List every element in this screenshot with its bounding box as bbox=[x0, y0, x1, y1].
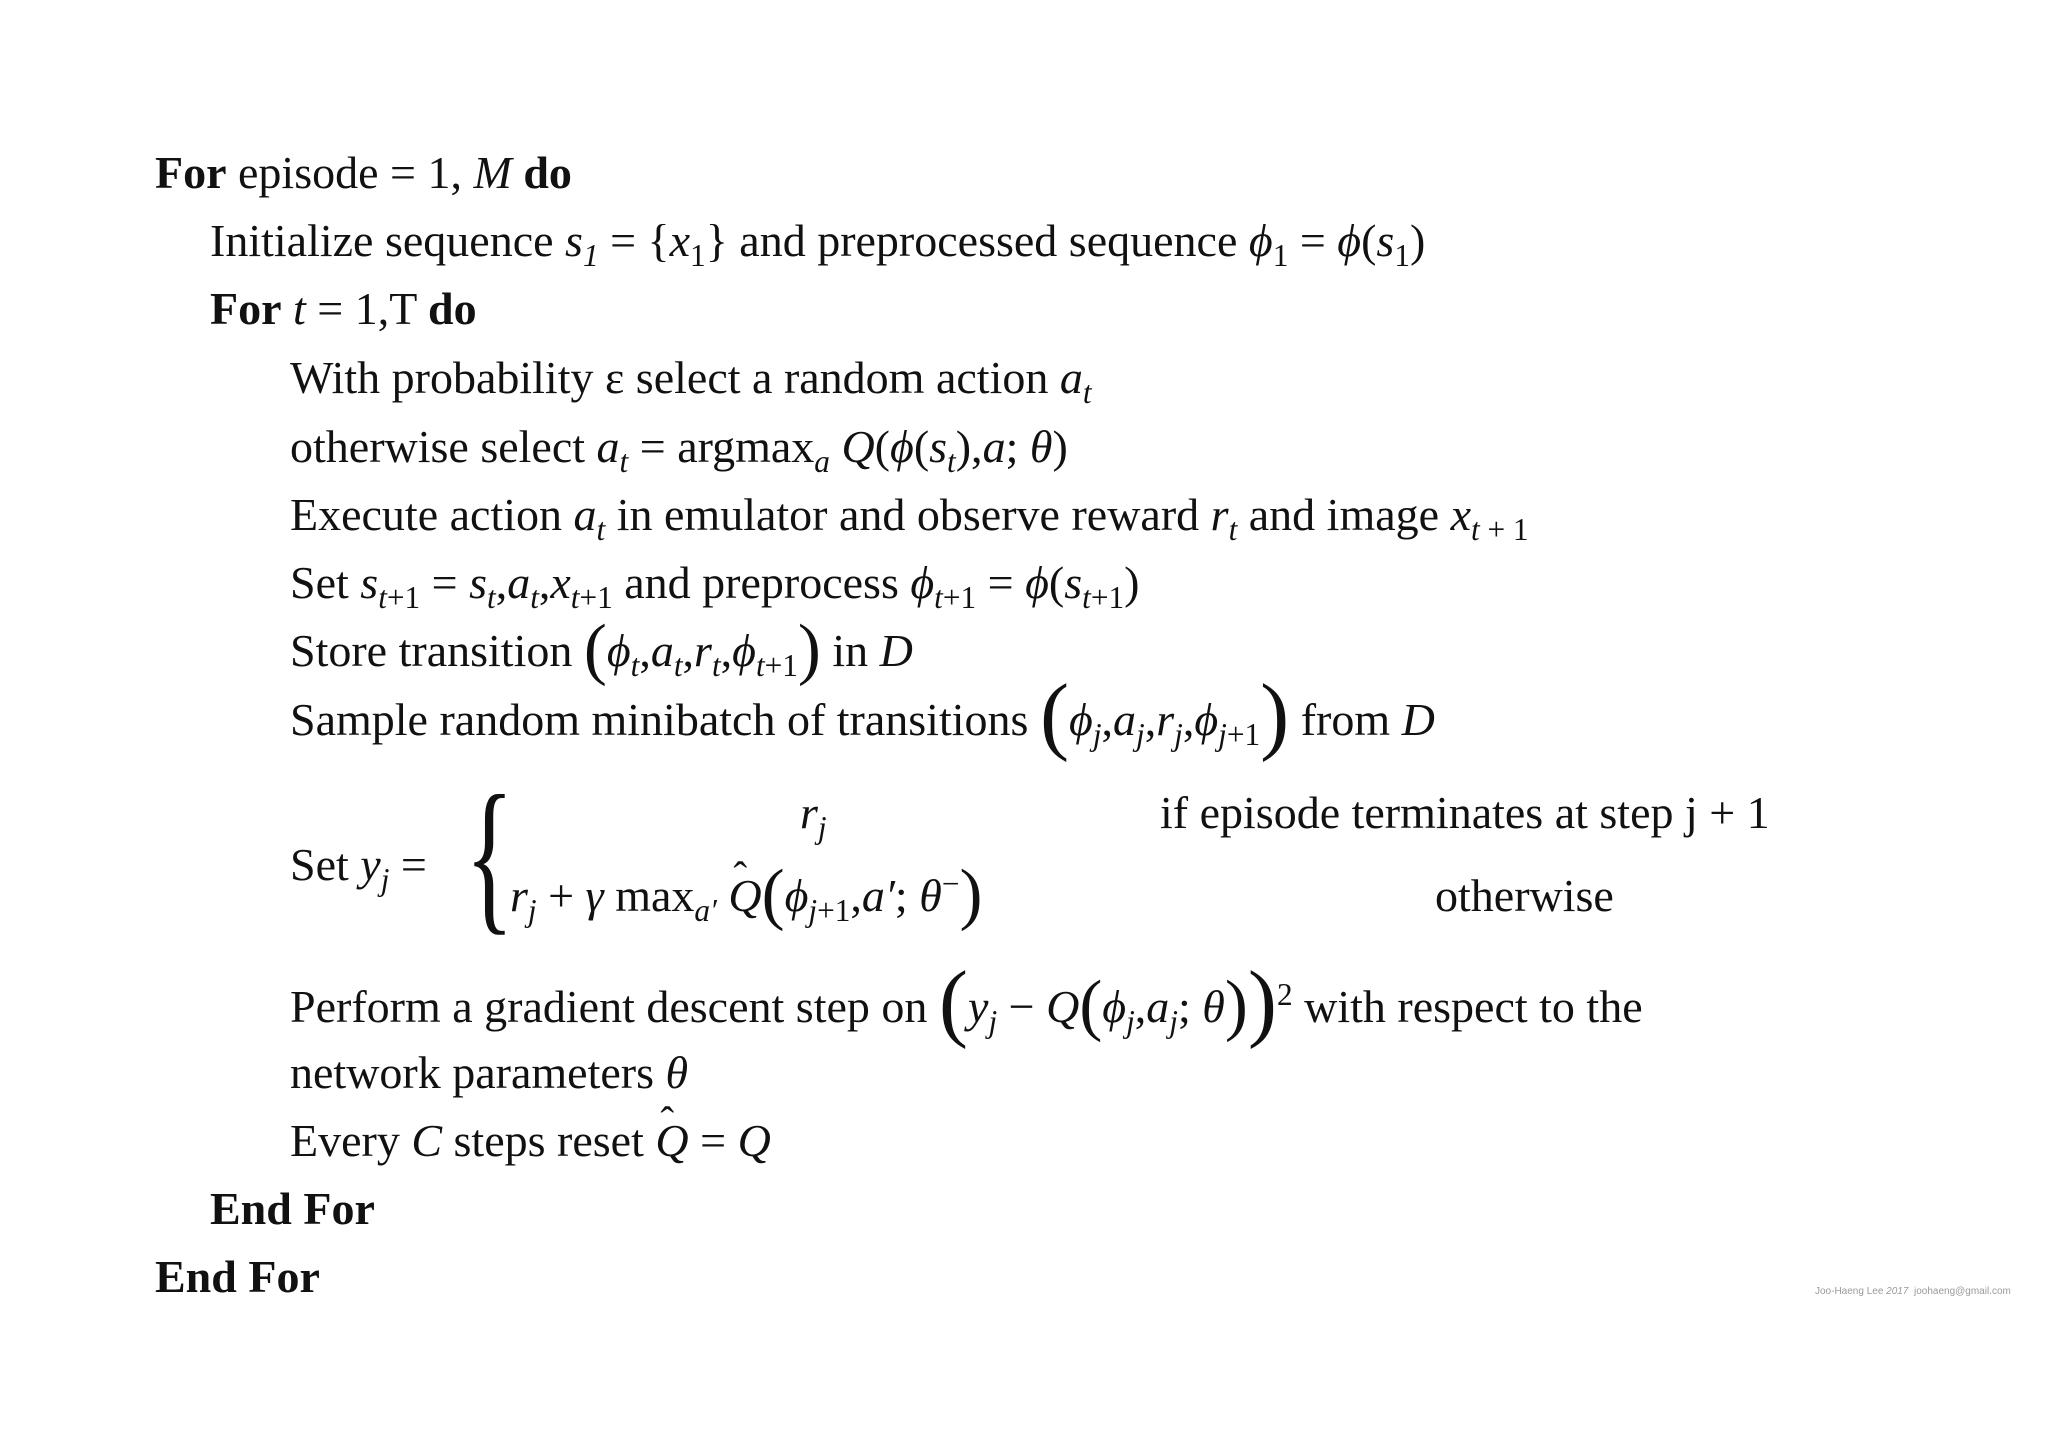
gradient-text-a: Perform a gradient descent step on bbox=[290, 981, 928, 1032]
reset-text: steps reset bbox=[453, 1115, 644, 1166]
author-name: Joo-Haeng Lee bbox=[1815, 1286, 1884, 1297]
var-t: t bbox=[293, 283, 306, 334]
line-for-episode bbox=[155, 147, 572, 198]
line-execute bbox=[290, 489, 1529, 547]
line-epsilon bbox=[290, 352, 1092, 410]
in-text: in bbox=[832, 625, 869, 676]
line-every-c bbox=[290, 1115, 771, 1166]
case1-value: $r_j$ bbox=[800, 787, 827, 845]
math-xt1: $x_{t + 1}$ bbox=[1450, 489, 1529, 547]
math-at: $a_t$ bbox=[573, 489, 606, 547]
math-st1: $s_{t+1} = s_t,a_t,x_{t+1}$ bbox=[360, 557, 613, 615]
line-initialize: Initialize sequence $s_1 = \{x_1\}$ and preprocessed sequence $\phi_1 = \phi(s_1)$ bbox=[210, 215, 1426, 273]
var-D: D bbox=[879, 625, 913, 676]
case2-value: $r_j + \gamma$ $\max_{a'}$ ˆ $Q(\phi_{j+1},a'$; θ−) bbox=[510, 873, 982, 919]
t-range: = 1,T bbox=[317, 283, 417, 334]
sample-text: Sample random minibatch of transitions bbox=[290, 694, 1029, 745]
episode-text: episode = 1, bbox=[238, 147, 462, 198]
execute-text-a: Execute action bbox=[290, 489, 563, 540]
case1-condition: if episode terminates at step j + 1 bbox=[1160, 787, 1770, 838]
author-year: 2017 bbox=[1886, 1286, 1909, 1297]
case2-condition: otherwise bbox=[1435, 870, 1614, 921]
line-gradient bbox=[290, 952, 1643, 1050]
math-phi1: $\phi_1 = \phi(s_1)$ bbox=[1248, 215, 1426, 273]
math-minibatch: $(\phi_j,a_j,r_j,\phi_{j+1})$ bbox=[1039, 665, 1290, 763]
math-rt: $r_t$ bbox=[1210, 489, 1238, 547]
end-for-inner: End For bbox=[210, 1183, 375, 1234]
var-M: M bbox=[473, 147, 512, 198]
every-text: Every bbox=[290, 1115, 400, 1166]
math-argmax: $a_t = argmax_a$ $Q(\phi(s_t),a$; θ) bbox=[596, 421, 1068, 479]
epsilon-text: With probability ε select a random action bbox=[290, 352, 1049, 403]
execute-text-b: in emulator and observe reward bbox=[616, 489, 1200, 540]
end-for-outer: End For bbox=[155, 1251, 320, 1302]
line-sample bbox=[290, 665, 1435, 763]
line-set-y bbox=[290, 839, 427, 897]
line-store bbox=[290, 610, 913, 687]
store-text: Store transition bbox=[290, 625, 573, 676]
from-text: from bbox=[1300, 694, 1391, 745]
otherwise-text: otherwise select bbox=[290, 421, 586, 472]
keyword-do: do bbox=[523, 147, 572, 198]
network-text: network parameters bbox=[290, 1047, 655, 1098]
init-text-b: and preprocessed sequence bbox=[739, 215, 1238, 266]
preprocess-text: and preprocess bbox=[624, 557, 899, 608]
author-footer bbox=[1815, 1286, 2011, 1297]
keyword-for: For bbox=[210, 283, 282, 334]
line-otherwise-select bbox=[290, 421, 1068, 479]
line-set-s bbox=[290, 557, 1140, 615]
math-qhat-eq-q: ˆ Q = Q bbox=[655, 1115, 770, 1166]
var-C: C bbox=[411, 1115, 443, 1166]
math-phit1: $\phi_{t+1} = \phi(s_{t+1})$ bbox=[910, 557, 1140, 615]
gradient-text-b: with respect to the bbox=[1304, 981, 1643, 1032]
init-text-a: Initialize sequence bbox=[210, 215, 554, 266]
set-text: Set bbox=[290, 557, 349, 608]
var-D: D bbox=[1401, 694, 1435, 745]
keyword-for: For bbox=[155, 147, 227, 198]
math-transition: $(\phi_t,a_t,r_t,\phi_{t+1})$ bbox=[583, 610, 821, 687]
line-network-params bbox=[290, 1047, 689, 1098]
author-email: joohaeng@gmail.com bbox=[1913, 1286, 2011, 1297]
cases-brace: { bbox=[465, 761, 514, 949]
math-yj: $y_j$ = bbox=[360, 839, 427, 897]
keyword-do: do bbox=[428, 283, 477, 334]
math-loss: ($y_j - Q(\phi_j,a_j$; θ))$^2$ bbox=[938, 952, 1293, 1050]
var-theta: θ bbox=[665, 1047, 689, 1098]
line-for-t bbox=[210, 283, 477, 334]
execute-text-c: and image bbox=[1248, 489, 1440, 540]
math-at: $a_t$ bbox=[1059, 352, 1092, 410]
set-y-text: Set bbox=[290, 839, 349, 890]
math-s1: $s_1$ bbox=[565, 215, 599, 273]
